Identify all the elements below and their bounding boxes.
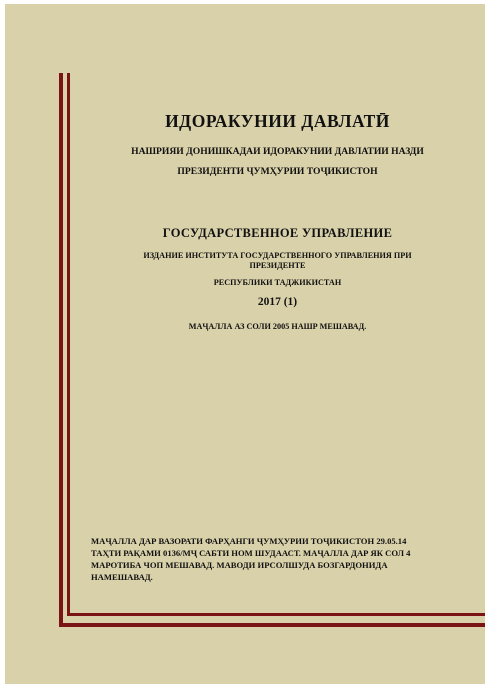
journal-cover xyxy=(5,4,485,684)
registration-notice: МАҶАЛЛА ДАР ВАЗОРАТИ ФАРҲАНГИ ҶУМҲУРИИ ТОҶИКИСТОН 29.05.14 ТАҲТИ РАҚАМИ 0136/МҶ САБТИ НОМ ШУДААСТ. МАҶАЛЛА ДАР ЯК СОЛ 4 МАРОТИБА ЧОП МЕШАВАД. МАВОДИ ИРСОЛШУДА БОЗГАРДОНИДА НАМЕШАВАД. xyxy=(91,536,411,582)
published-since: МАҶАЛЛА АЗ СОЛИ 2005 НАШР МЕШАВАД. xyxy=(188,322,367,331)
journal-title-tajik: ИДОРАКУНИИ ДАВЛАТӢ xyxy=(165,111,390,131)
publisher-tajik-line2: ПРЕЗИДЕНТИ ҶУМҲУРИИ ТОҶИКИСТОН xyxy=(177,166,378,177)
frame-horizontal-outer xyxy=(59,623,485,627)
publisher-russian-line2: РЕСПУБЛИКИ ТАДЖИКИСТАН xyxy=(213,278,342,287)
frame-horizontal-inner xyxy=(67,613,485,616)
frame-vertical-outer xyxy=(59,73,63,625)
issue-number: 2017 (1) xyxy=(257,296,298,308)
publisher-russian-line1: ИЗДАНИЕ ИНСТИТУТА ГОСУДАРСТВЕННОГО УПРАВЛЕНИЯ ПРИ ПРЕЗИДЕНТЕ xyxy=(143,251,412,270)
publisher-tajik-line1: НАШРИЯИ ДОНИШКАДАИ ИДОРАКУНИИ ДАВЛАТИИ НАЗДИ xyxy=(131,146,424,157)
journal-title-russian: ГОСУДАРСТВЕННОЕ УПРАВЛЕНИЕ xyxy=(162,226,393,240)
